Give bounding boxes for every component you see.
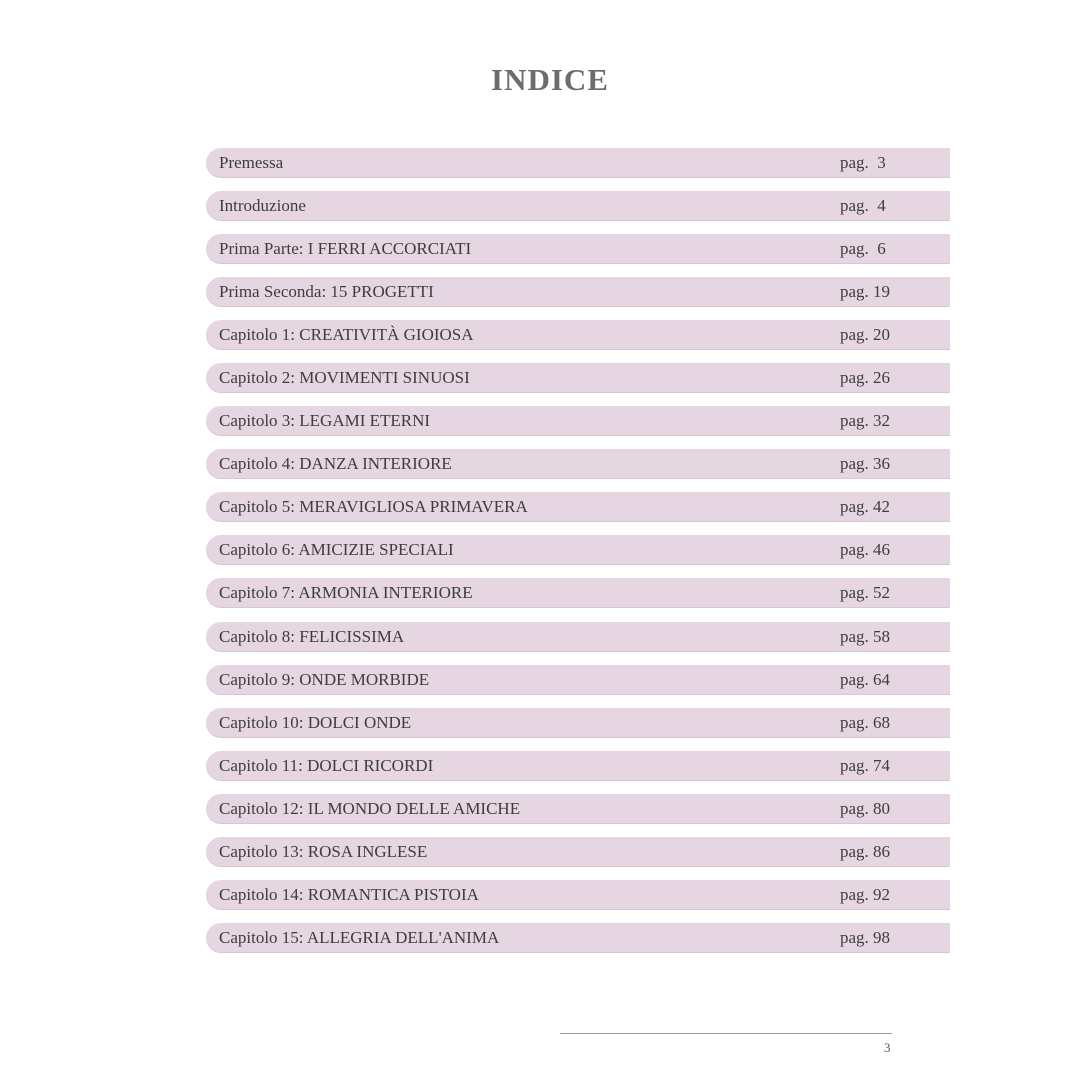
toc-entry[interactable] [206,837,950,867]
toc-entry-label: Capitolo 15: ALLEGRIA DELL'ANIMA [219,927,500,947]
toc-entry-page: pag. 6 [840,239,886,259]
page-number: 3 [884,1040,891,1055]
toc-entry-label: Capitolo 11: DOLCI RICORDI [219,755,434,775]
table-of-contents [206,148,950,966]
toc-entry-page: pag. 74 [840,755,891,775]
toc-entry-page: pag. 52 [840,583,891,603]
toc-entry[interactable] [206,234,950,264]
toc-entry[interactable] [206,277,950,307]
toc-entry-label: Prima Parte: I FERRI ACCORCIATI [219,239,472,259]
toc-entry[interactable] [206,578,950,608]
toc-entry[interactable] [206,363,950,393]
toc-entry-page: pag. 64 [840,669,891,689]
toc-entry-page: pag. 92 [840,884,891,904]
toc-entry[interactable] [206,751,950,781]
toc-entry[interactable] [206,794,950,824]
footer-rule [560,1033,892,1034]
page-title: INDICE [491,62,609,97]
toc-entry-page: pag. 46 [840,540,891,560]
toc-entry-page: pag. 58 [840,626,891,646]
toc-entry-label: Capitolo 9: ONDE MORBIDE [219,669,430,689]
toc-entry-label: Capitolo 4: DANZA INTERIORE [219,454,452,474]
toc-entry-label: Premessa [219,153,284,172]
toc-entry-page: pag. 20 [840,325,891,345]
toc-entry-label: Capitolo 3: LEGAMI ETERNI [219,411,431,431]
toc-entry-page: pag. 98 [840,927,891,947]
toc-entry-label: Capitolo 7: ARMONIA INTERIORE [219,583,473,603]
toc-entry-page: pag. 26 [840,368,891,388]
toc-entry-label: Capitolo 12: IL MONDO DELLE AMICHE [219,798,521,818]
toc-entry-page: pag. 86 [840,841,891,861]
toc-entry-page: pag. 19 [840,282,891,302]
toc-entry[interactable] [206,535,950,565]
toc-entry[interactable] [206,923,950,953]
toc-entry-label: Capitolo 2: MOVIMENTI SINUOSI [219,368,470,388]
toc-entry-page: pag. 4 [840,196,886,216]
toc-entry[interactable] [206,665,950,695]
toc-entry-label: Capitolo 8: FELICISSIMA [219,626,405,646]
toc-entry[interactable] [206,449,950,479]
toc-entry-label: Capitolo 6: AMICIZIE SPECIALI [219,540,454,560]
toc-entry[interactable] [206,708,950,738]
toc-entry-label: Capitolo 5: MERAVIGLIOSA PRIMAVERA [219,497,528,517]
toc-entry-page: pag. 3 [840,153,886,172]
toc-entry-page: pag. 32 [840,411,891,431]
toc-entry-label: Capitolo 10: DOLCI ONDE [219,712,412,732]
toc-entry[interactable] [206,148,950,178]
toc-entry-label: Prima Seconda: 15 PROGETTI [219,282,434,302]
toc-entry[interactable] [206,492,950,522]
toc-entry-label: Introduzione [219,196,306,216]
toc-entry[interactable] [206,191,950,221]
toc-entry-page: pag. 68 [840,712,891,732]
toc-entry-page: pag. 80 [840,798,891,818]
toc-entry-label: Capitolo 14: ROMANTICA PISTOIA [219,884,479,904]
toc-entry-label: Capitolo 13: ROSA INGLESE [219,841,428,861]
toc-entry[interactable] [206,622,950,652]
toc-entry[interactable] [206,320,950,350]
toc-entry-label: Capitolo 1: CREATIVITÀ GIOIOSA [219,325,474,345]
toc-entry[interactable] [206,406,950,436]
toc-entry-page: pag. 42 [840,497,891,517]
toc-entry-page: pag. 36 [840,454,891,474]
toc-entry[interactable] [206,880,950,910]
